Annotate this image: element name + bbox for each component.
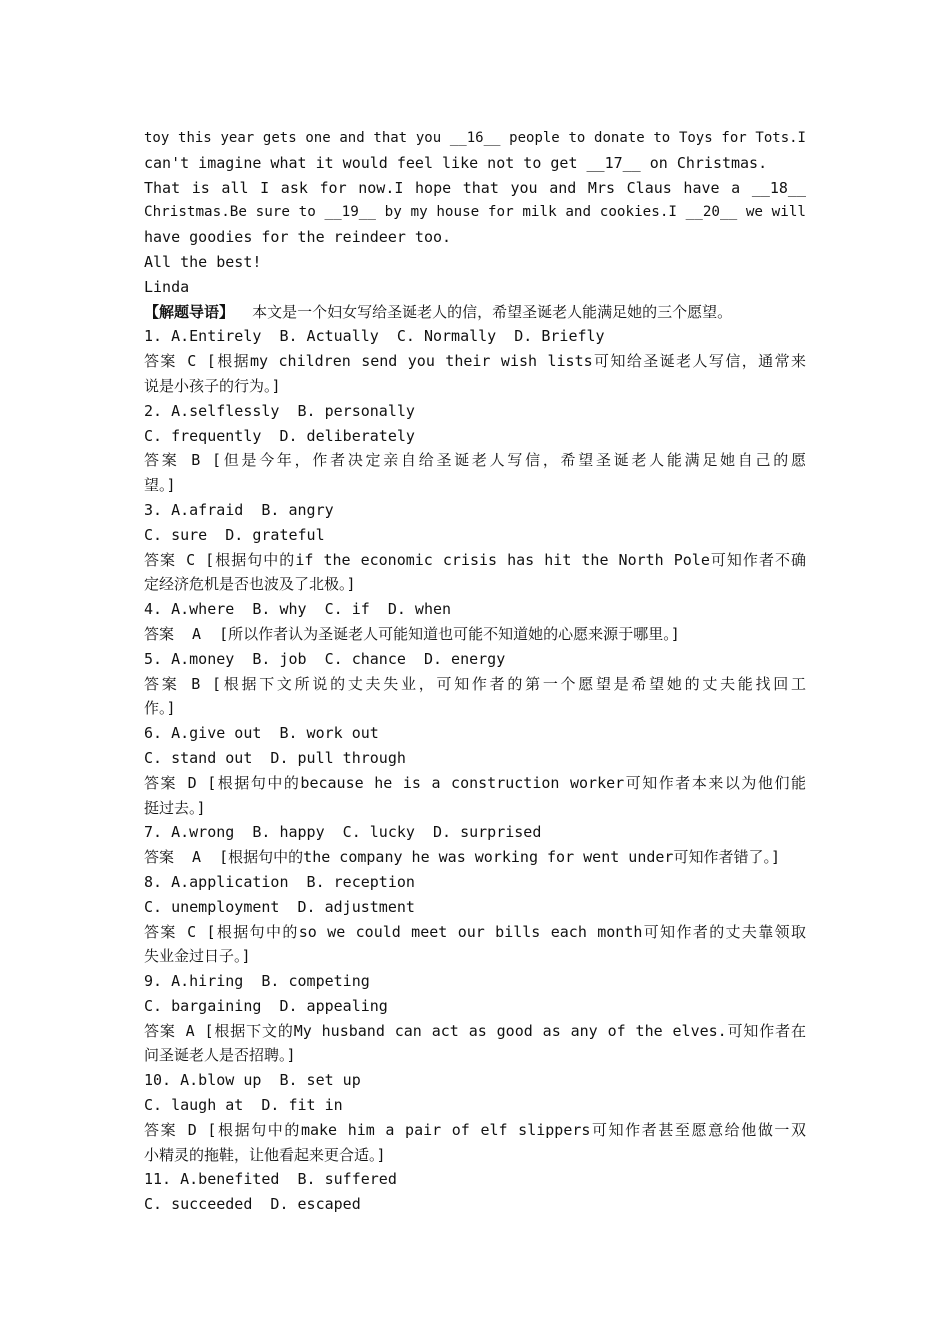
passage-line: can't imagine what it would feel like not to get __17__ on Christmas.: [144, 153, 768, 172]
answer-5-explanation-cont: 作。]: [144, 699, 176, 718]
answer-4-explanation: 答案 A [所以作者认为圣诞老人可能知道也可能不知道她的心愿来源于哪里。]: [144, 624, 680, 643]
answer-2-explanation-cont: 望。]: [144, 476, 176, 495]
answer-2-explanation: 答案 B [但是今年，作者决定亲自给圣诞老人写信，希望圣诞老人能满足她自己的愿: [144, 451, 806, 470]
question-8-options-cont: C. unemployment D. adjustment: [144, 897, 415, 916]
passage-line: toy this year gets one and that you __16__ people to donate to Toys for Tots.I: [144, 130, 806, 146]
answer-9-explanation: 答案 A [根据下文的My husband can act as good as any of the elves.可知作者在: [144, 1021, 806, 1040]
answer-6-explanation: 答案 D [根据句中的because he is a construction worker可知作者本来以为他们能: [144, 773, 806, 792]
answer-9-explanation-cont: 问圣诞老人是否招聘。]: [144, 1046, 296, 1065]
letter-signature: Linda: [144, 277, 190, 296]
question-10-options: 10. A.blow up B. set up: [144, 1071, 361, 1090]
answer-8-explanation: 答案 C [根据句中的so we could meet our bills each month可知作者的丈夫靠领取: [144, 922, 806, 941]
question-4-options: 4. A.where B. why C. if D. when: [144, 600, 452, 619]
guide-label: 【解题导语】: [144, 302, 235, 321]
question-2-options-cont: C. frequently D. deliberately: [144, 426, 415, 445]
answer-7-explanation: 答案 A [根据句中的the company he was working for went under可知作者错了。]: [144, 848, 780, 867]
guide-line: [144, 300, 806, 325]
question-6-options-cont: C. stand out D. pull through: [144, 748, 406, 767]
question-1-options: 1. A.Entirely B. Actually C. Normally D. Briefly: [144, 327, 605, 346]
question-9-options: 9. A.hiring B. competing: [144, 972, 370, 991]
question-3-options: 3. A.afraid B. angry: [144, 500, 334, 519]
question-8-options: 8. A.application B. reception: [144, 872, 415, 891]
answer-10-explanation: 答案 D [根据句中的make him a pair of elf slippers可知作者甚至愿意给他做一双: [144, 1120, 806, 1139]
guide-text: 本文是一个妇女写给圣诞老人的信，希望圣诞老人能满足她的三个愿望。: [234, 302, 733, 321]
answer-1-explanation-cont: 说是小孩子的行为。]: [144, 376, 281, 395]
answer-8-explanation-cont: 失业金过日子。]: [144, 947, 251, 966]
document-body: [144, 126, 806, 1217]
question-9-options-cont: C. bargaining D. appealing: [144, 996, 388, 1015]
passage-line: That is all I ask for now.I hope that you and Mrs Claus have a __18__: [144, 178, 806, 197]
answer-6-explanation-cont: 挺过去。]: [144, 798, 206, 817]
question-6-options: 6. A.give out B. work out: [144, 724, 379, 743]
answer-3-explanation-cont: 定经济危机是否也波及了北极。]: [144, 575, 356, 594]
answer-10-explanation-cont: 小精灵的拖鞋，让他看起来更合适。]: [144, 1145, 386, 1164]
question-11-options-cont: C. succeeded D. escaped: [144, 1195, 361, 1214]
passage-line: Christmas.Be sure to __19__ by my house for milk and cookies.I __20__ we will: [144, 204, 806, 221]
question-10-options-cont: C. laugh at D. fit in: [144, 1096, 343, 1115]
answer-1-explanation: 答案 C [根据my children send you their wish lists可知给圣诞老人写信，通常来: [144, 352, 806, 371]
question-3-options-cont: C. sure D. grateful: [144, 525, 325, 544]
answer-5-explanation: 答案 B [根据下文所说的丈夫失业，可知作者的第一个愿望是希望她的丈夫能找回工: [144, 674, 806, 693]
question-2-options: 2. A.selflessly B. personally: [144, 401, 415, 420]
question-5-options: 5. A.money B. job C. chance D. energy: [144, 649, 506, 668]
question-11-options: 11. A.benefited B. suffered: [144, 1170, 397, 1189]
letter-closing: All the best!: [144, 252, 262, 271]
question-7-options: 7. A.wrong B. happy C. lucky D. surprised: [144, 823, 542, 842]
passage-line: have goodies for the reindeer too.: [144, 228, 452, 247]
answer-3-explanation: 答案 C [根据句中的if the economic crisis has hit the North Pole可知作者不确: [144, 550, 806, 569]
